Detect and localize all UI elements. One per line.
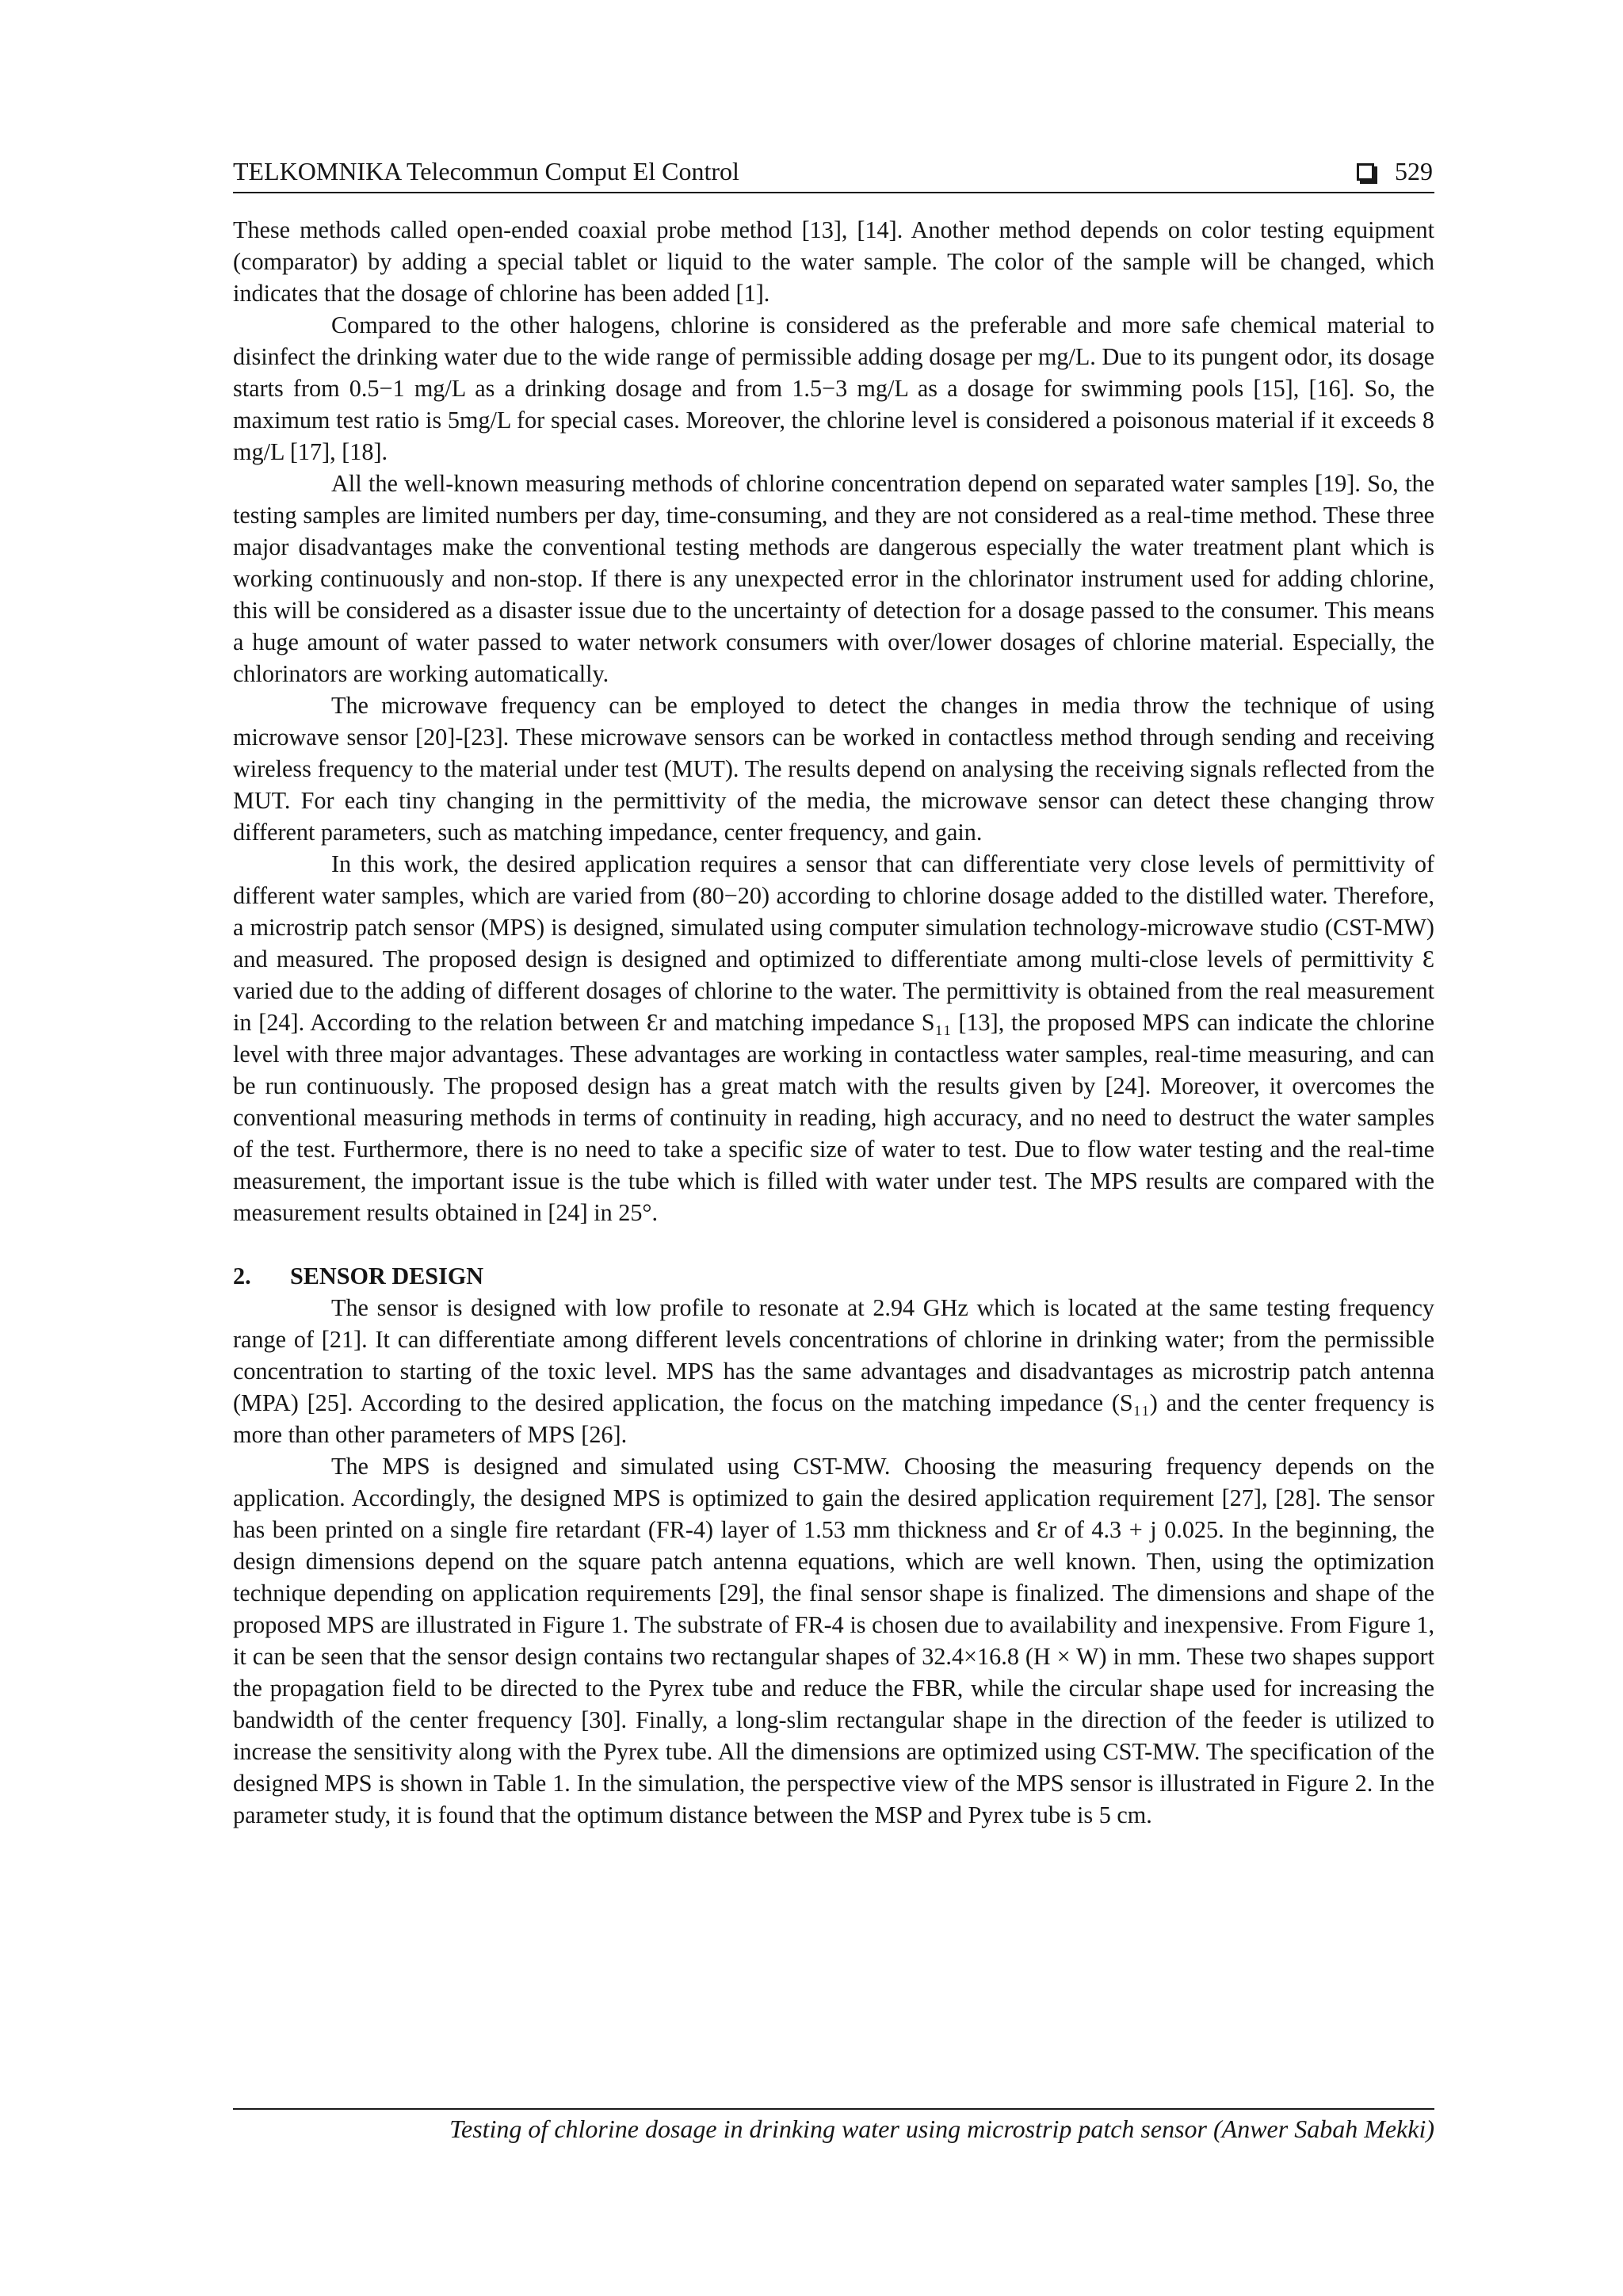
paragraph: The MPS is designed and simulated using CST-MW. Choosing the measuring frequency depends on the application. Accordingly, the designed MPS is optimized to gain the desired application requirement [27], [28]. The sensor has been printed on a single fire retardant (FR-4) layer of 1.53 mm thickness and Ɛr of 4.3 + j 0.025. In the beginning, the design dimensions depend on the square patch antenna equations, which are well known. Then, using the optimization technique depending on application requirements [29], the final sensor shape is finalized. The dimensions and shape of the proposed MPS are illustrated in Figure 1. The substrate of FR-4 is chosen due to availability and inexpensive. From Figure 1, it can be seen that the sensor design contains two rectangular shapes of 32.4×16.8 (H × W) in mm. These two shapes support the propagation field to be directed to the Pyrex tube and reduce the FBR, while the circular shape used for increasing the bandwidth of the center frequency [30]. Finally, a long-slim rectangular shape in the direction of the feeder is utilized to increase the sensitivity along with the Pyrex tube. All the dimensions are optimized using CST-MW. The specification of the designed MPS is shown in Table 1. In the simulation, the perspective view of the MPS sensor is illustrated in Figure 2. In the parameter study, it is found that the optimum distance between the MSP and Pyrex tube is 5 cm. — [233, 1453, 1434, 1828]
running-header — [233, 152, 1434, 193]
page-number: 529 — [1395, 157, 1433, 185]
checkbox-square-icon — [1357, 163, 1374, 181]
paragraph: Compared to the other halogens, chlorine is considered as the preferable and more safe chemical material to disinfect the drinking water due to the wide range of permissible adding dosage per mg/L. Due to its pungent odor, its dosage starts from 0.5−1 mg/L as a drinking dosage and from 1.5−3 mg/L as a dosage for swimming pools [15], [16]. So, the maximum test ratio is 5mg/L for special cases. Moreover, the chlorine level is considered a poisonous material if it exceeds 8 mg/L [17], [18]. — [233, 311, 1434, 465]
section-heading — [233, 1260, 1434, 1292]
section-title: SENSOR DESIGN — [290, 1263, 484, 1289]
paragraph: In this work, the desired application requires a sensor that can differentiate very close levels of permittivity of different water samples, which are varied from (80−20) according to chlorine dosage added to the distilled water. Therefore, a microstrip patch sensor (MPS) is designed, simulated using computer simulation technology-microwave studio (CST-MW) and measured. The proposed design is designed and optimized to differentiate among multi-close levels of permittivity Ɛ varied due to the adding of different dosages of chlorine to the water. The permittivity is obtained from the real measurement in [24]. According to the relation between Ɛr and matching impedance S₁₁ [13], the proposed MPS can indicate the chlorine level with three major advantages. These advantages are working in contactless water samples, real-time measuring, and can be run continuously. The proposed design has a great match with the results given by [24]. Moreover, it overcomes the conventional measuring methods in terms of continuity in reading, high accuracy, and no need to destruct the water samples of the test. Furthermore, there is no need to take a specific size of water to test. Due to flow water testing and the real-time measurement, the important issue is the tube which is filled with water under test. The MPS results are compared with the measurement results obtained in [24] in 25°. — [233, 850, 1434, 1226]
paragraph: These methods called open-ended coaxial probe method [13], [14]. Another method depends on color testing equipment (comparator) by adding a special tablet or liquid to the water sample. The color of the sample will be changed, which indicates that the dosage of chlorine has been added [1]. — [233, 216, 1434, 307]
paragraph: The sensor is designed with low profile to resonate at 2.94 GHz which is located at the same testing frequency range of [21]. It can differentiate among different levels concentrations of chlorine in drinking water; from the permissible concentration to starting of the toxic level. MPS has the same advantages and disadvantages as microstrip patch antenna (MPA) [25]. According to the desired application, the focus on the matching impedance (S₁₁) and the center frequency is more than other parameters of MPS [26]. — [233, 1294, 1434, 1448]
paragraph: All the well-known measuring methods of chlorine concentration depend on separated water samples [19]. So, the testing samples are limited numbers per day, time-consuming, and they are not considered as a real-time method. These three major disadvantages make the conventional testing methods are dangerous especially the water treatment plant which is working continuously and non-stop. If there is any unexpected error in the chlorinator instrument used for adding chlorine, this will be considered as a disaster issue due to the uncertainty of detection for a dosage passed to the consumer. This means a huge amount of water passed to water network consumers with over/lower dosages of chlorine material. Especially, the chlorinators are working automatically. — [233, 470, 1434, 687]
footer-rule — [233, 2108, 1434, 2110]
body-text — [233, 214, 1434, 1831]
section-number: 2. — [233, 1263, 251, 1289]
journal-name: TELKOMNIKA Telecommun Comput El Control — [233, 157, 739, 185]
running-footer-title: Testing of chlorine dosage in drinking water using microstrip patch sensor (Anwer Sabah Mekki) — [449, 2115, 1434, 2143]
paragraph: The microwave frequency can be employed to detect the changes in media throw the technique of using microwave sensor [20]-[23]. These microwave sensors can be worked in contactless method through sending and receiving wireless frequency to the material under test (MUT). The results depend on analysing the receiving signals reflected from the MUT. For each tiny changing in the permittivity of the media, the microwave sensor can detect these changing throw different parameters, such as matching impedance, center frequency, and gain. — [233, 692, 1434, 846]
